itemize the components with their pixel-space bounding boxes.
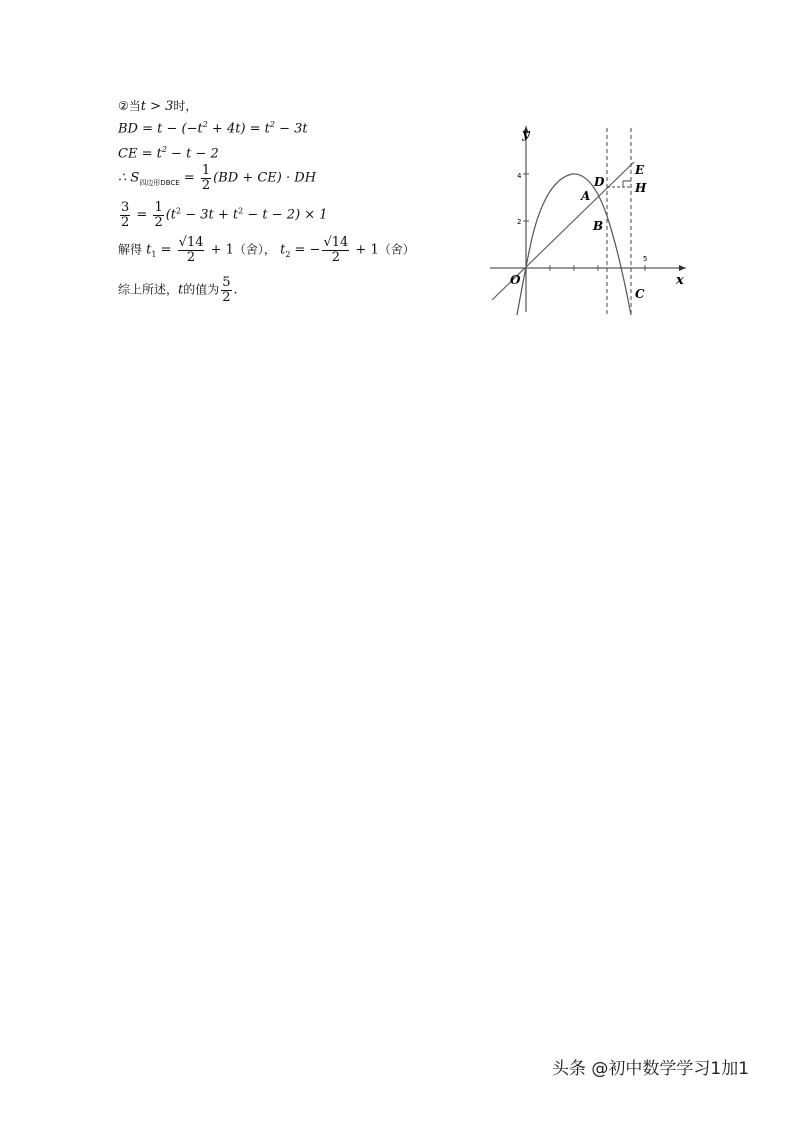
- frac-num: 5: [222, 275, 231, 290]
- sqrt14-over-2: [178, 236, 205, 264]
- right-angle-mark: [623, 181, 631, 187]
- conclusion-var: t: [178, 282, 184, 298]
- frac-den: 2: [222, 289, 231, 305]
- three-halves: [120, 201, 130, 229]
- bd-equation: [118, 121, 308, 135]
- t2-sub: 2: [285, 250, 291, 260]
- half-fraction: [153, 201, 163, 229]
- bd-mid: + 4t) = t: [207, 121, 270, 137]
- tick-label-x5: 5: [643, 255, 648, 263]
- solve-label: 解得: [118, 242, 143, 257]
- conclusion-mid: 的值为: [183, 282, 220, 297]
- frac-num: √14: [178, 235, 204, 250]
- area-equation: [118, 164, 316, 192]
- ce-rhs: − t − 2: [166, 146, 219, 162]
- period: .: [233, 282, 238, 298]
- sup-2: 2: [269, 120, 275, 129]
- point-label-a: A: [581, 189, 591, 203]
- point-label-h: H: [635, 181, 647, 195]
- equals: =: [156, 242, 176, 258]
- case-condition: t > 3: [140, 99, 174, 114]
- parabola-curve: [517, 174, 631, 315]
- point-label-c: C: [635, 287, 645, 301]
- watermark: 头条 @初中数学学习1加1: [552, 1059, 750, 1079]
- frac-den: 2: [186, 249, 196, 265]
- sqrt14-over-2: [322, 236, 349, 264]
- point-label-b: B: [593, 219, 604, 233]
- tick-label-y2: 2: [517, 218, 522, 226]
- conclusion-label: 综上所述，: [118, 282, 179, 297]
- t1-name: t: [146, 242, 152, 258]
- frac-num: 1: [154, 200, 163, 215]
- sup-2: 2: [202, 120, 208, 129]
- eq-part-b: − 3t + t: [181, 207, 239, 223]
- bd-rhs: − 3t: [275, 121, 308, 137]
- frac-num: √14: [323, 235, 349, 250]
- equals: =: [132, 207, 152, 223]
- area-eq: =: [179, 170, 199, 186]
- case-suffix: 时，: [173, 99, 198, 113]
- frac-den: 2: [154, 214, 163, 230]
- point-label-d: D: [594, 175, 605, 189]
- solve-line: [118, 236, 415, 264]
- frac-den: 2: [121, 214, 130, 230]
- conclusion-line: [118, 276, 238, 304]
- sup-2: 2: [176, 206, 182, 216]
- plus-one: + 1: [351, 242, 379, 258]
- substituted-equation: [118, 201, 328, 229]
- sup-2: 2: [161, 145, 167, 154]
- half-fraction: [201, 164, 211, 192]
- case-label: ②当: [118, 99, 141, 113]
- eq-part-c: − t − 2) × 1: [243, 207, 328, 223]
- neg-equals: = −: [290, 242, 321, 258]
- point-label-o: O: [510, 273, 521, 287]
- reject-note: （舍）: [378, 242, 415, 257]
- coordinate-figure: [486, 120, 691, 315]
- axis-label-y: y: [522, 127, 530, 142]
- case-line: [118, 100, 197, 113]
- eq-part-a: (t: [165, 207, 177, 223]
- ce-lhs: CE = t: [118, 146, 162, 162]
- ce-equation: [118, 146, 219, 160]
- area-subscript: 四边形DBCE: [139, 179, 180, 188]
- area-rhs: (BD + CE) · DH: [213, 170, 317, 186]
- bd-lhs: BD = t − (−t: [118, 121, 203, 137]
- point-label-e: E: [635, 163, 645, 177]
- sup-2: 2: [238, 206, 244, 216]
- frac-den: 2: [331, 249, 341, 265]
- answer-fraction: [221, 276, 231, 304]
- area-prefix: ∴ S: [118, 170, 140, 186]
- plus-one: + 1: [206, 242, 234, 258]
- reject-note: （舍），: [233, 242, 276, 257]
- frac-den: 2: [201, 177, 211, 193]
- axis-label-x: x: [676, 273, 684, 288]
- tick-label-y4: 4: [517, 172, 522, 180]
- t2-name: t: [280, 242, 286, 258]
- frac-num: 1: [201, 163, 211, 178]
- t1-sub: 1: [151, 250, 157, 260]
- frac-num: 3: [121, 200, 130, 215]
